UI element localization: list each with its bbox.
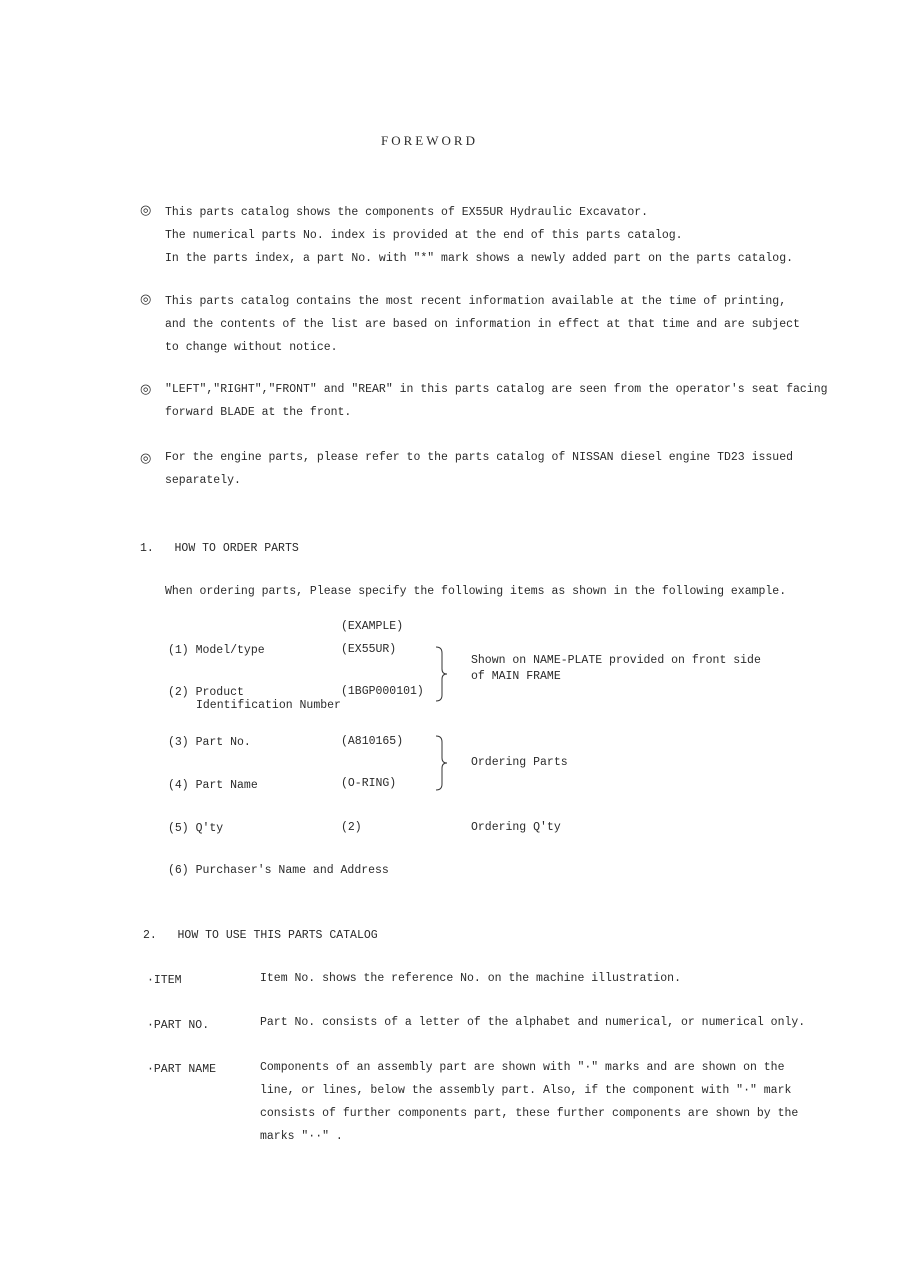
order-item-label: (6) Purchaser's Name and Address xyxy=(168,864,389,877)
order-item-label: (2) Product xyxy=(168,686,244,699)
note-line: This parts catalog contains the most recent information available at the time of printing, xyxy=(165,295,787,308)
section-2-heading: 2. HOW TO USE THIS PARTS CATALOG xyxy=(143,929,378,942)
definition-line: marks "··" . xyxy=(260,1130,343,1143)
order-item-label: (1) Model/type xyxy=(168,644,265,657)
order-item-example: (2) xyxy=(341,821,362,834)
note-line: This parts catalog shows the components of EX55UR Hydraulic Excavator. xyxy=(165,206,649,219)
note-line: The numerical parts No. index is provided at the end of this parts catalog. xyxy=(165,229,683,242)
definition-part-no: Part No. consists of a letter of the alphabet and numerical, or numerical only. xyxy=(260,1016,806,1029)
section-1-heading: 1. HOW TO ORDER PARTS xyxy=(140,542,299,555)
order-item-label: (5) Q'ty xyxy=(168,822,224,835)
definition-line: consists of further components part, these further components are shown by the xyxy=(260,1107,799,1120)
note-line: and the contents of the list are based on information in effect at that time and are subject xyxy=(165,318,800,331)
note-line: to change without notice. xyxy=(165,341,338,354)
double-circle-bullet-icon: ◎ xyxy=(140,382,152,397)
double-circle-bullet-icon: ◎ xyxy=(140,451,152,466)
order-item-label: (4) Part Name xyxy=(168,779,258,792)
ordering-parts-note: Ordering Parts xyxy=(471,756,568,769)
definition-line: line, or lines, below the assembly part. Also, if the component with "·" mark xyxy=(260,1084,792,1097)
section-1-intro: When ordering parts, Please specify the following items as shown in the following example. xyxy=(165,585,787,598)
double-circle-bullet-icon: ◎ xyxy=(140,203,152,218)
order-item-label: (3) Part No. xyxy=(168,736,251,749)
definition-line: Components of an assembly part are shown with "·" marks and are shown on the xyxy=(260,1061,785,1074)
order-item-example: (O-RING) xyxy=(341,777,397,790)
term-item: ·ITEM xyxy=(147,974,182,987)
order-item-example: (EX55UR) xyxy=(341,643,397,656)
order-item-example: (1BGP000101) xyxy=(341,685,424,698)
right-brace-icon xyxy=(434,645,448,703)
example-header: (EXAMPLE) xyxy=(341,620,404,633)
note-line: separately. xyxy=(165,474,241,487)
definition-part-name xyxy=(260,1056,798,1148)
note-4 xyxy=(165,446,793,492)
definition-item: Item No. shows the reference No. on the machine illustration. xyxy=(260,972,681,985)
note-2 xyxy=(165,290,800,359)
note-3 xyxy=(165,378,828,424)
note-line: In the parts index, a part No. with "*" mark shows a newly added part on the parts catalog. xyxy=(165,252,794,265)
order-item-example: (A810165) xyxy=(341,735,404,748)
order-item-label-cont: Identification Number xyxy=(196,699,341,712)
nameplate-note-line: Shown on NAME-PLATE provided on front side xyxy=(471,654,761,667)
ordering-qty-note: Ordering Q'ty xyxy=(471,821,561,834)
note-line: "LEFT","RIGHT","FRONT" and "REAR" in this parts catalog are seen from the operator's seat facing xyxy=(165,383,828,396)
note-1 xyxy=(165,201,793,270)
double-circle-bullet-icon: ◎ xyxy=(140,292,152,307)
note-line: forward BLADE at the front. xyxy=(165,406,352,419)
term-part-name: ·PART NAME xyxy=(147,1063,217,1076)
nameplate-note-line: of MAIN FRAME xyxy=(471,670,561,683)
note-line: For the engine parts, please refer to the parts catalog of NISSAN diesel engine TD23 issued xyxy=(165,451,794,464)
term-part-no: ·PART NO. xyxy=(147,1019,210,1032)
right-brace-icon xyxy=(434,734,448,792)
page-title: FOREWORD xyxy=(381,133,478,148)
